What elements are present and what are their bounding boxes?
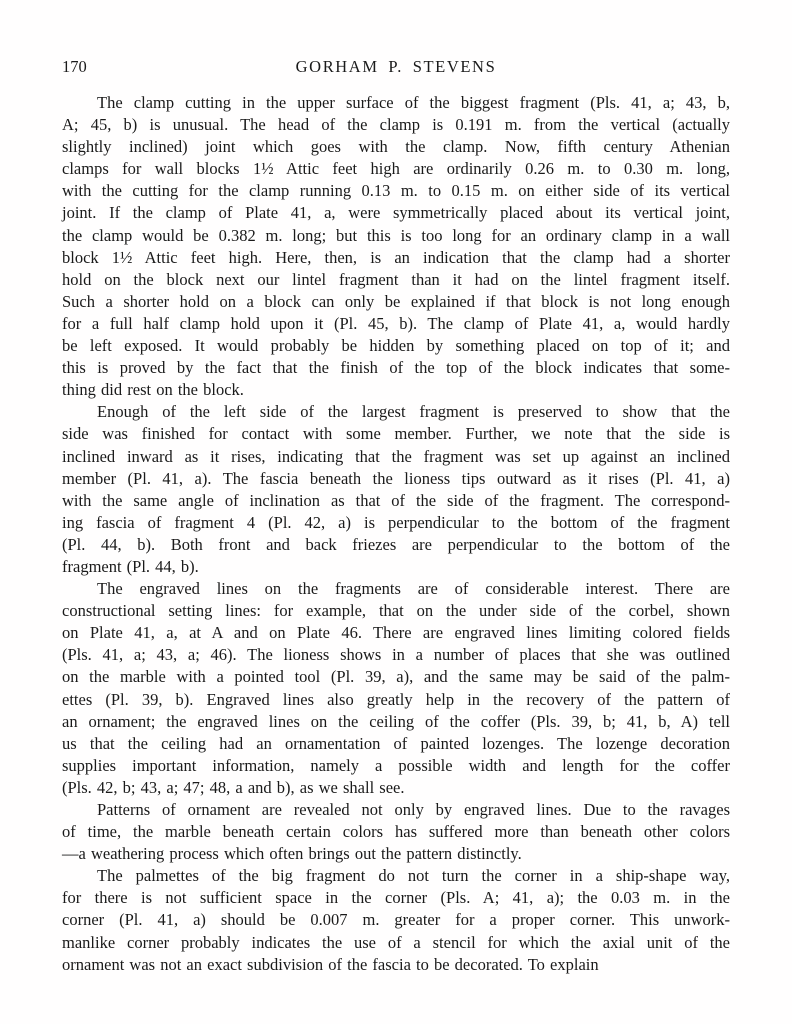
text-line: thing did rest on the block. (62, 380, 244, 400)
text-line: on Plate 41, a, at A and on Plate 46. There are engraved lines limiting colored fields (62, 623, 730, 643)
text-line: Such a shorter hold on a block can only be explained if that block is not long enough (62, 291, 730, 311)
text-line: the clamp would be 0.382 m. long; but this is too long for an ordinary clamp in a wall (62, 225, 730, 245)
text-line: Patterns of ornament are revealed not only by engraved lines. Due to the ravages (97, 800, 730, 819)
paragraph (62, 799, 730, 865)
text-line: (Pls. 41, a; 43, a; 46). The lioness shows in a number of places that she was outlined (62, 645, 730, 665)
text-line: ornament was not an exact subdivision of the fascia to be decorated. To explain (62, 954, 599, 974)
text-line: for there is not sufficient space in the corner (Pls. A; 41, a); the 0.03 m. in the (62, 888, 730, 908)
text-line: constructional setting lines: for example, that on the under side of the corbel, shown (62, 601, 730, 621)
paragraph (62, 401, 730, 578)
text-line: clamps for wall blocks 1½ Attic feet high are ordinarily 0.26 m. to 0.30 m. long, (62, 159, 730, 179)
text-line: The clamp cutting in the upper surface of the biggest fragment (Pls. 41, a; 43, b, (97, 93, 730, 112)
text-line: hold on the block next our lintel fragment than it had on the lintel fragment itself. (62, 269, 730, 289)
text-line: ing fascia of fragment 4 (Pl. 42, a) is perpendicular to the bottom of the fragment (62, 512, 730, 532)
text-line: of time, the marble beneath certain colors has suffered more than beneath other colors (62, 822, 730, 842)
text-line: corner (Pl. 41, a) should be 0.007 m. greater for a proper corner. This unwork- (62, 910, 730, 930)
text-line: joint. If the clamp of Plate 41, a, were symmetrically placed about its vertical joint, (62, 203, 730, 223)
paragraph (62, 578, 730, 799)
text-line: with the same angle of inclination as that of the side of the fragment. The correspond- (62, 490, 730, 510)
page-number: 170 (62, 57, 87, 76)
text-line: The engraved lines on the fragments are of considerable interest. There are (97, 579, 730, 599)
text-line: side was finished for contact with some member. Further, we note that the side is (62, 424, 730, 444)
text-line: supplies important information, namely a possible width and length for the coffer (62, 755, 730, 775)
text-line: inclined inward as it rises, indicating that the fragment was set up against an inclined (62, 446, 730, 466)
text-line: manlike corner probably indicates the use of a stencil for which the axial unit of the (62, 932, 730, 952)
text-line: member (Pl. 41, a). The fascia beneath the lioness tips outward as it rises (Pl. 41, a) (62, 468, 730, 488)
text-line: be left exposed. It would probably be hidden by something placed on top of it; and (62, 336, 730, 356)
text-line: Enough of the left side of the largest fragment is preserved to show that the (97, 402, 730, 422)
text-line: us that the ceiling had an ornamentation of painted lozenges. The lozenge decoration (62, 733, 730, 753)
paragraph (62, 92, 730, 401)
running-head: GORHAM P. STEVENS (295, 57, 497, 76)
text-line: for a full half clamp hold upon it (Pl. 45, b). The clamp of Plate 41, a, would hardly (62, 313, 730, 333)
page-header (62, 57, 730, 79)
text-line: an ornament; the engraved lines on the ceiling of the coffer (Pls. 39, b; 41, b, A) tell (62, 711, 730, 731)
paragraph (62, 865, 730, 975)
text-line: slightly inclined) joint which goes with the clamp. Now, fifth century Athenian (62, 137, 730, 157)
text-line: —a weathering process which often brings out the pattern distinctly. (62, 844, 522, 864)
text-block (62, 92, 730, 976)
text-line: fragment (Pl. 44, b). (62, 556, 199, 576)
text-line: (Pl. 44, b). Both front and back friezes are perpendicular to the bottom of the (62, 534, 730, 554)
text-line: on the marble with a pointed tool (Pl. 39, a), and the same may be said of the palm- (62, 667, 730, 687)
text-line: this is proved by the fact that the finish of the top of the block indicates that some- (62, 358, 730, 378)
text-line: A; 45, b) is unusual. The head of the clamp is 0.191 m. from the vertical (actually (62, 115, 730, 135)
text-line: ettes (Pl. 39, b). Engraved lines also greatly help in the recovery of the pattern of (62, 689, 730, 709)
text-line: with the cutting for the clamp running 0.13 m. to 0.15 m. on either side of its vertical (62, 181, 730, 201)
text-line: (Pls. 42, b; 43, a; 47; 48, a and b), as we shall see. (62, 777, 405, 797)
text-line: The palmettes of the big fragment do not turn the corner in a ship-shape way, (97, 866, 730, 886)
text-line: block 1½ Attic feet high. Here, then, is an indication that the clamp had a shorter (62, 247, 730, 267)
